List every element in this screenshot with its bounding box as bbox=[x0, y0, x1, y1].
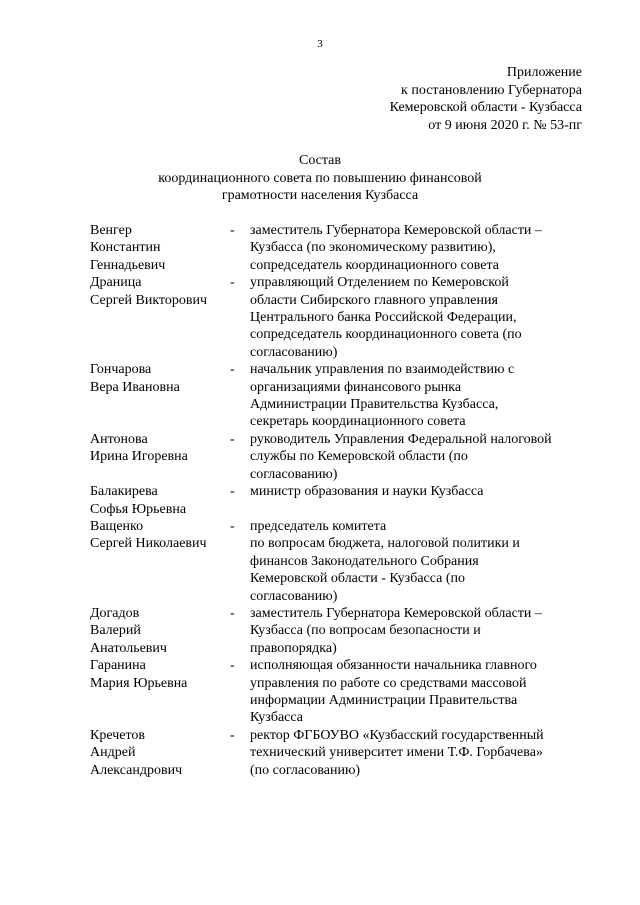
member-row bbox=[90, 605, 590, 657]
member-name bbox=[90, 361, 230, 431]
member-role-line: Администрации Правительства Кузбасса, bbox=[250, 397, 499, 413]
member-name bbox=[90, 274, 230, 361]
member-name-line: Сергей Викторович bbox=[90, 292, 208, 308]
member-name-line: Антонова bbox=[90, 431, 148, 447]
member-role bbox=[250, 361, 590, 431]
appendix-line: Кемеровской области - Кузбасса bbox=[389, 100, 582, 116]
member-name-line: Вера Ивановна bbox=[90, 379, 180, 395]
member-role-line: по вопросам бюджета, налоговой политики и bbox=[250, 536, 520, 552]
member-role-line: секретарь координационного совета bbox=[250, 414, 466, 430]
member-role-line: министр образования и науки Кузбасса bbox=[250, 484, 484, 500]
member-dash: - bbox=[230, 223, 235, 238]
member-name-line: Венгер bbox=[90, 223, 132, 238]
member-role-line: сопредседатель координационного совета (по bbox=[250, 327, 522, 343]
appendix-line: к постановлению Губернатора bbox=[401, 82, 582, 98]
member-name bbox=[90, 605, 230, 657]
member-role bbox=[250, 431, 590, 483]
member-role-line: сопредседатель координационного совета bbox=[250, 257, 499, 273]
title-line: координационного совета по повышению финансовой bbox=[158, 170, 482, 186]
member-name-line: Гаранина bbox=[90, 658, 146, 674]
document-title bbox=[0, 152, 640, 205]
member-name-line: Софья Юрьевна bbox=[90, 501, 187, 517]
title-line: грамотности населения Кузбасса bbox=[221, 188, 419, 204]
member-role-line: исполняющая обязанности начальника главного bbox=[250, 658, 537, 674]
member-role-line: финансов Законодательного Собрания bbox=[250, 553, 479, 569]
member-name bbox=[90, 483, 230, 518]
member-role-line: организациями финансового рынка bbox=[250, 379, 462, 395]
member-role-line: службы по Кемеровской области (по bbox=[250, 449, 468, 465]
member-role bbox=[250, 518, 590, 605]
member-name-line: Догадов bbox=[90, 605, 140, 621]
member-role-line: (по согласованию) bbox=[250, 762, 361, 778]
member-role bbox=[250, 274, 590, 361]
members-list bbox=[90, 222, 590, 779]
member-dash: - bbox=[230, 362, 235, 378]
title-line: Состав bbox=[298, 153, 341, 168]
member-role-line: технический университет имени Т.Ф. Горбачева» bbox=[250, 745, 543, 761]
member-role-line: начальник управления по взаимодействию с bbox=[250, 362, 515, 378]
member-name-line: Драница bbox=[90, 275, 142, 291]
member-role-line: ректор ФГБОУВО «Кузбасский государственный bbox=[250, 727, 544, 743]
member-dash: - bbox=[230, 431, 235, 447]
member-name-line: Анатольевич bbox=[90, 640, 167, 656]
member-name-line: Гончарова bbox=[90, 362, 152, 378]
member-role bbox=[250, 222, 590, 274]
member-row bbox=[90, 657, 590, 727]
member-name-line: Балакирева bbox=[90, 484, 158, 500]
appendix-line: Приложение bbox=[506, 65, 582, 80]
member-role-line: Кемеровской области - Кузбасса (по bbox=[250, 571, 465, 587]
member-role-line: Кузбасса (по экономическому развитию), bbox=[250, 240, 496, 256]
member-role-line: информации Администрации Правительства bbox=[250, 692, 518, 708]
member-name bbox=[90, 222, 230, 274]
member-role-line: Центрального банка Российской Федерации, bbox=[250, 310, 517, 326]
member-role-line: согласованию) bbox=[250, 588, 338, 604]
member-name-line: Ващенко bbox=[90, 518, 144, 534]
member-name bbox=[90, 431, 230, 483]
member-row bbox=[90, 727, 590, 779]
appendix-line: от 9 июня 2020 г. № 53-пг bbox=[428, 117, 582, 133]
member-role bbox=[250, 483, 590, 518]
member-role-line: управляющий Отделением по Кемеровской bbox=[250, 275, 509, 291]
member-role bbox=[250, 657, 590, 727]
member-name-line: Кречетов bbox=[90, 727, 146, 743]
member-role-line: Кузбасса (по вопросам безопасности и bbox=[250, 623, 481, 639]
member-role-line: управления по работе со средствами массовой bbox=[250, 675, 527, 691]
member-role-line: правопорядка) bbox=[250, 640, 337, 656]
member-name-line: Александрович bbox=[90, 762, 183, 778]
member-row bbox=[90, 431, 590, 483]
member-role-line: руководитель Управления Федеральной налоговой bbox=[250, 431, 552, 447]
member-role bbox=[250, 605, 590, 657]
member-role-line: области Сибирского главного управления bbox=[250, 292, 498, 308]
member-name bbox=[90, 727, 230, 779]
member-name bbox=[90, 518, 230, 605]
member-name bbox=[90, 657, 230, 727]
member-name-line: Валерий bbox=[90, 623, 141, 639]
member-dash: - bbox=[230, 275, 235, 291]
member-name-line: Геннадьевич bbox=[90, 257, 166, 273]
member-dash: - bbox=[230, 484, 235, 500]
member-name-line: Андрей bbox=[90, 745, 136, 761]
member-row bbox=[90, 274, 590, 361]
member-row bbox=[90, 222, 590, 274]
appendix-header bbox=[390, 64, 582, 134]
member-role-line: согласованию) bbox=[250, 466, 338, 482]
member-role-line: заместитель Губернатора Кемеровской области – bbox=[250, 605, 542, 621]
member-role-line: председатель комитета bbox=[250, 518, 387, 534]
member-dash: - bbox=[230, 658, 235, 674]
member-name-line: Ирина Игоревна bbox=[90, 449, 188, 465]
member-dash: - bbox=[230, 727, 235, 743]
member-name-line: Константин bbox=[90, 240, 161, 256]
member-role-line: заместитель Губернатора Кемеровской области – bbox=[250, 223, 542, 238]
member-dash: - bbox=[230, 605, 235, 621]
member-role-line: Кузбасса bbox=[250, 710, 303, 726]
page-number: 3 bbox=[317, 38, 323, 50]
member-dash: - bbox=[230, 518, 235, 534]
member-role bbox=[250, 727, 590, 779]
member-row bbox=[90, 361, 590, 431]
member-row bbox=[90, 483, 590, 518]
member-name-line: Мария Юрьевна bbox=[90, 675, 188, 691]
member-row bbox=[90, 518, 590, 605]
member-role-line: согласованию) bbox=[250, 344, 338, 360]
member-name-line: Сергей Николаевич bbox=[90, 536, 207, 552]
